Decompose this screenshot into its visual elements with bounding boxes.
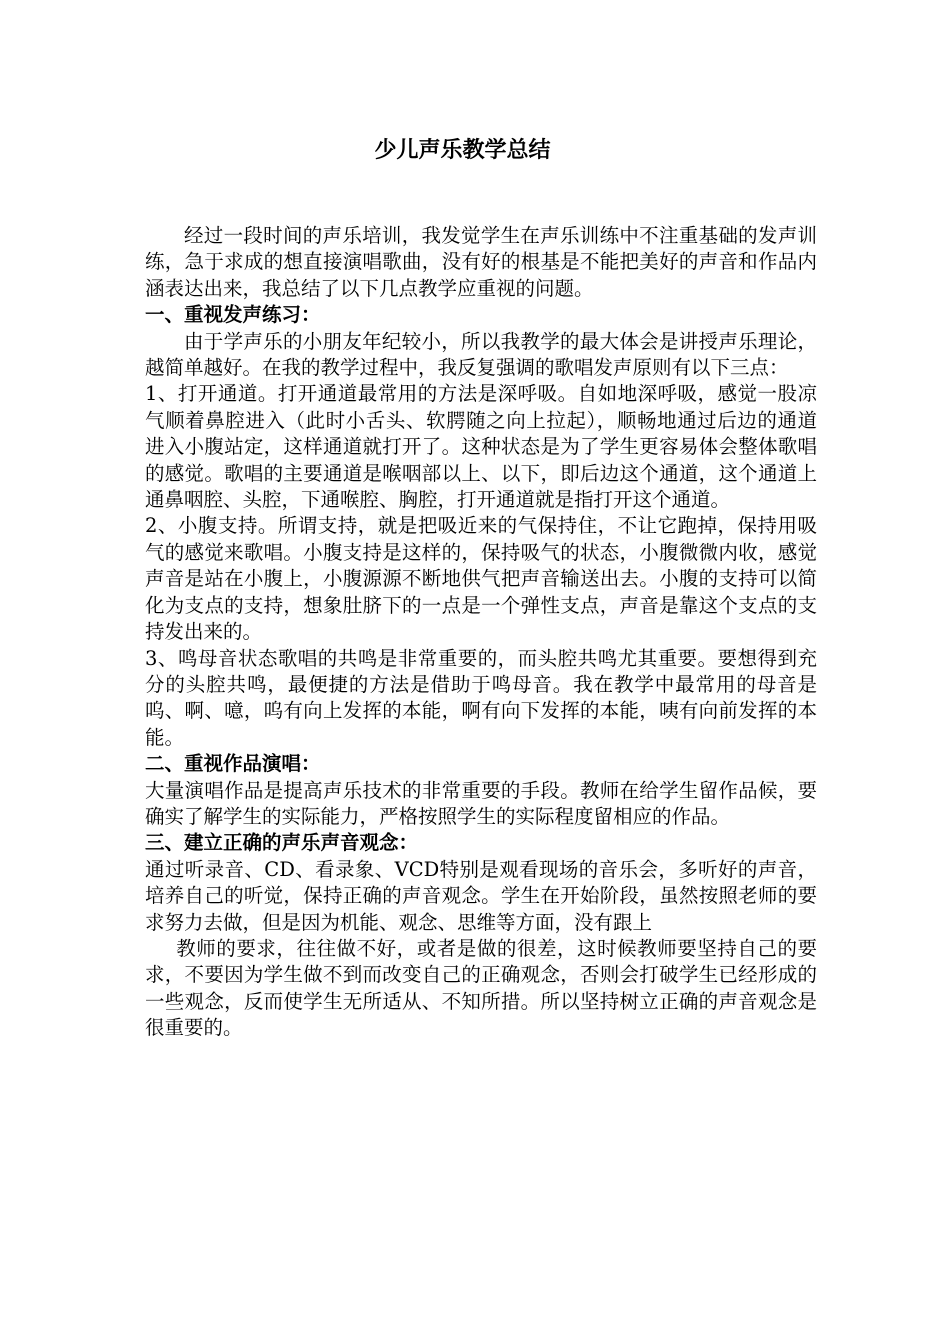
document-body [145,223,817,1042]
document-title: 少儿声乐教学总结 [374,137,551,163]
section3-paragraph-part2: 教师的要求，往往做不好，或者是做的很差，这时候教师要坚持自己的要求，不要因为学生做不到而改变自己的正确观念，否则会打破学生已经形成的一些观念，反而使学生无所适从、不知所措。所以坚持树立正确的声音观念是很重要的。 [145,936,817,1040]
intro-paragraph: 经过一段时间的声乐培训，我发觉学生在声乐训练中不注重基础的发声训练，急于求成的想直接演唱歌曲，没有好的根基是不能把美好的声音和作品内涵表达出来，我总结了以下几点教学应重视的问题。 [145,224,817,300]
section3-paragraph-part1: 通过听录音、CD、看录象、VCD特别是观看现场的音乐会，多听好的声音，培养自己的听觉，保持正确的声音观念。学生在开始阶段，虽然按照老师的要求努力去做，但是因为机能、观念、思维等方面，没有跟上 [145,857,817,934]
section-heading-3: 三、建立正确的声乐声音观念： [145,831,419,855]
section-heading-1: 一、重视发声练习： [145,303,321,327]
section1-intro-paragraph: 由于学声乐的小朋友年纪较小，所以我教学的最大体会是讲授声乐理论，越简单越好。在我的教学过程中，我反复强调的歌唱发声原则有以下三点： [145,329,817,380]
section1-point-1: 1、打开通道。打开通道最常用的方法是深呼吸。自如地深呼吸，感觉一股凉气顺着鼻腔进入（此时小舌头、软腭随之向上拉起），顺畅地通过后边的通道进入小腹站定，这样通道就打开了。这种状态是为了学生更容易体会整体歌唱的感觉。歌唱的主要通道是喉咽部以上、以下，即后边这个通道，这个通道上通鼻咽腔、头腔，下通喉腔、胸腔，打开通道就是指打开这个通道。 [145,382,817,512]
section1-point-2: 2、小腹支持。所谓支持，就是把吸近来的气保持住，不让它跑掉，保持用吸气的感觉来歌唱。小腹支持是这样的，保持吸气的状态，小腹微微内收，感觉声音是站在小腹上，小腹源源不断地供气把声音输送出去。小腹的支持可以简化为支点的支持，想象肚脐下的一点是一个弹性支点，声音是靠这个支点的支持发出来的。 [145,514,817,644]
section2-paragraph: 大量演唱作品是提高声乐技术的非常重要的手段。教师在给学生留作品候，要确实了解学生的实际能力，严格按照学生的实际程度留相应的作品。 [145,778,817,828]
section1-point-3: 3、鸣母音状态歌唱的共鸣是非常重要的，而头腔共鸣尤其重要。要想得到充分的头腔共鸣，最便捷的方法是借助于鸣母音。我在教学中最常用的母音是呜、啊、噫，呜有向上发挥的本能，啊有向下发挥的本能，咦有向前发挥的本能。 [145,646,817,749]
section-heading-2: 二、重视作品演唱： [145,752,321,776]
